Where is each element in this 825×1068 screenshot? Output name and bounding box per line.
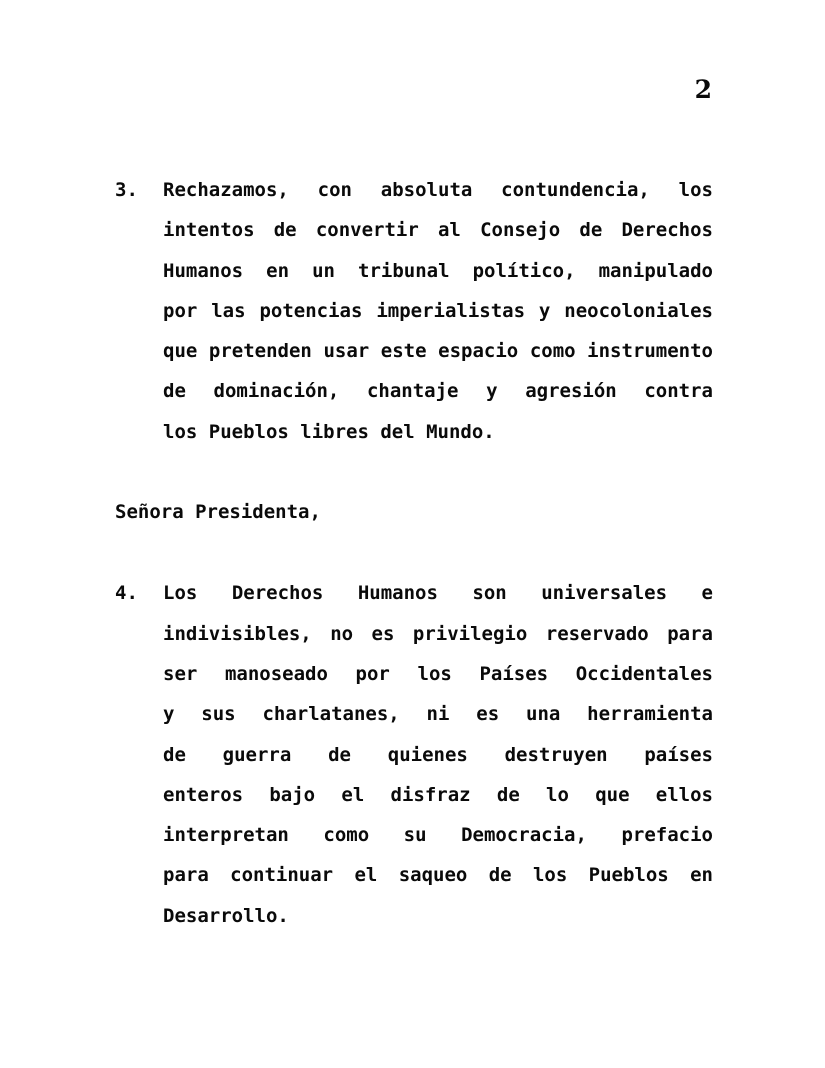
- paragraph-3-number: 3.: [115, 179, 138, 201]
- paragraph-4-number: 4.: [115, 582, 138, 605]
- text-line: por las potencias imperialistas y neocoloniales: [163, 299, 713, 322]
- text-line: ser manoseado por los Países Occidentales: [163, 662, 713, 685]
- text-line: intentos de convertir al Consejo de Derechos: [163, 219, 713, 242]
- text-line: indivisibles, no es privilegio reservado para: [163, 622, 713, 645]
- paragraph-3-text: [163, 170, 713, 452]
- document-body: [115, 170, 715, 936]
- text-line: y sus charlatanes, ni es una herramienta: [163, 703, 713, 726]
- text-line: Rechazamos, con absoluta contundencia, los: [163, 179, 713, 201]
- text-line: enteros bajo el disfraz de lo que ellos: [163, 783, 713, 806]
- page-number: 2: [694, 75, 712, 104]
- paragraph-4: [115, 573, 715, 936]
- paragraph-3: [115, 170, 715, 452]
- text-line: Desarrollo.: [163, 904, 289, 927]
- text-line: Los Derechos Humanos son universales e: [163, 582, 713, 605]
- salutation: Señora Presidenta,: [115, 501, 321, 524]
- text-line: que pretenden usar este espacio como instrumento: [163, 340, 713, 363]
- text-line: los Pueblos libres del Mundo.: [163, 420, 495, 443]
- text-line: de guerra de quienes destruyen países: [163, 743, 713, 766]
- text-line: de dominación, chantaje y agresión contra: [163, 380, 713, 403]
- text-line: para continuar el saqueo de los Pueblos en: [163, 864, 713, 887]
- text-line: interpretan como su Democracia, prefacio: [163, 824, 713, 847]
- paragraph-4-text: [163, 573, 713, 936]
- text-line: Humanos en un tribunal político, manipulado: [163, 259, 713, 282]
